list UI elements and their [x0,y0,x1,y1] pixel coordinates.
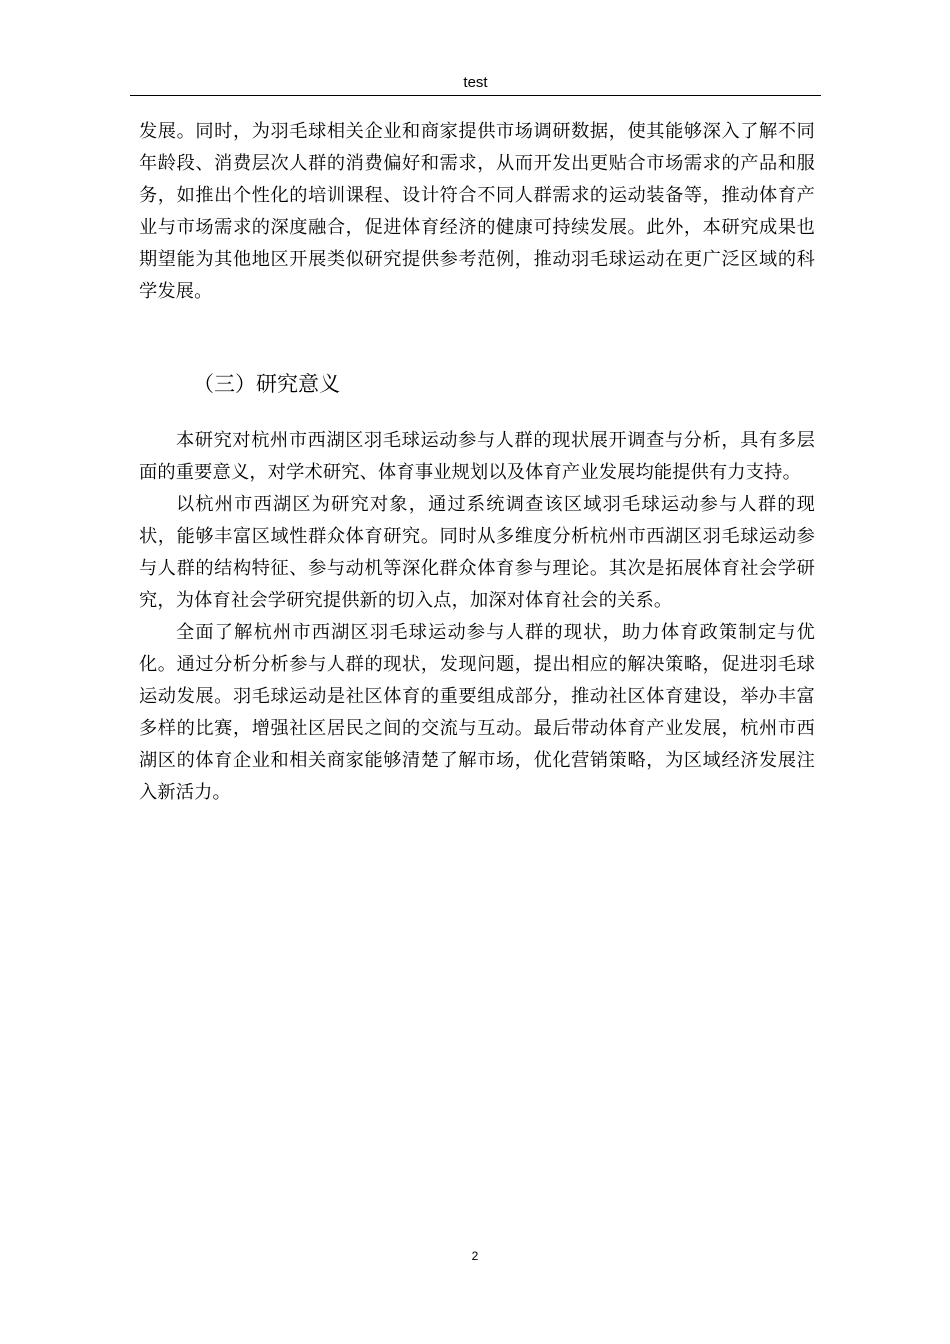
continued-text-block [139,116,815,308]
page-number: 2 [471,1249,479,1263]
page-header [130,70,821,96]
paragraph-academic: 以杭州市西湖区为研究对象，通过系统调查该区域羽毛球运动参与人群的现状，能够丰富区域性群众体育研究。同时从多维度分析杭州市西湖区羽毛球运动参与人群的结构特征、参与动机等深化群众体育参与理论。其次是拓展体育社会学研究，为体育社会学研究提供新的切入点，加深对体育社会的关系。 [139,494,815,611]
section-body [139,425,815,809]
paragraph-intro: 本研究对杭州市西湖区羽毛球运动参与人群的现状展开调查与分析，具有多层面的重要意义，对学术研究、体育事业规划以及体育产业发展均能提供有力支持。 [139,430,815,483]
paragraph-continued: 发展。同时，为羽毛球相关企业和商家提供市场调研数据，使其能够深入了解不同年龄段、消费层次人群的消费偏好和需求，从而开发出更贴合市场需求的产品和服务，如推出个性化的培训课程、设计符合不同人群需求的运动装备等，推动体育产业与市场需求的深度融合，促进体育经济的健康可持续发展。此外，本研究成果也期望能为其他地区开展类似研究提供参考范例，推动羽毛球运动在更广泛区域的科学发展。 [139,121,815,302]
section-heading: （三）研究意义 [193,372,340,396]
paragraph-practical: 全面了解杭州市西湖区羽毛球运动参与人群的现状，助力体育政策制定与优化。通过分析分析参与人群的现状，发现问题，提出相应的解决策略，促进羽毛球运动发展。羽毛球运动是社区体育的重要组成部分，推动社区体育建设，举办丰富多样的比赛，增强社区居民之间的交流与互动。最后带动体育产业发展，杭州市西湖区的体育企业和相关商家能够清楚了解市场，优化营销策略，为区域经济发展注入新活力。 [139,622,815,803]
header-title: test [463,74,488,91]
